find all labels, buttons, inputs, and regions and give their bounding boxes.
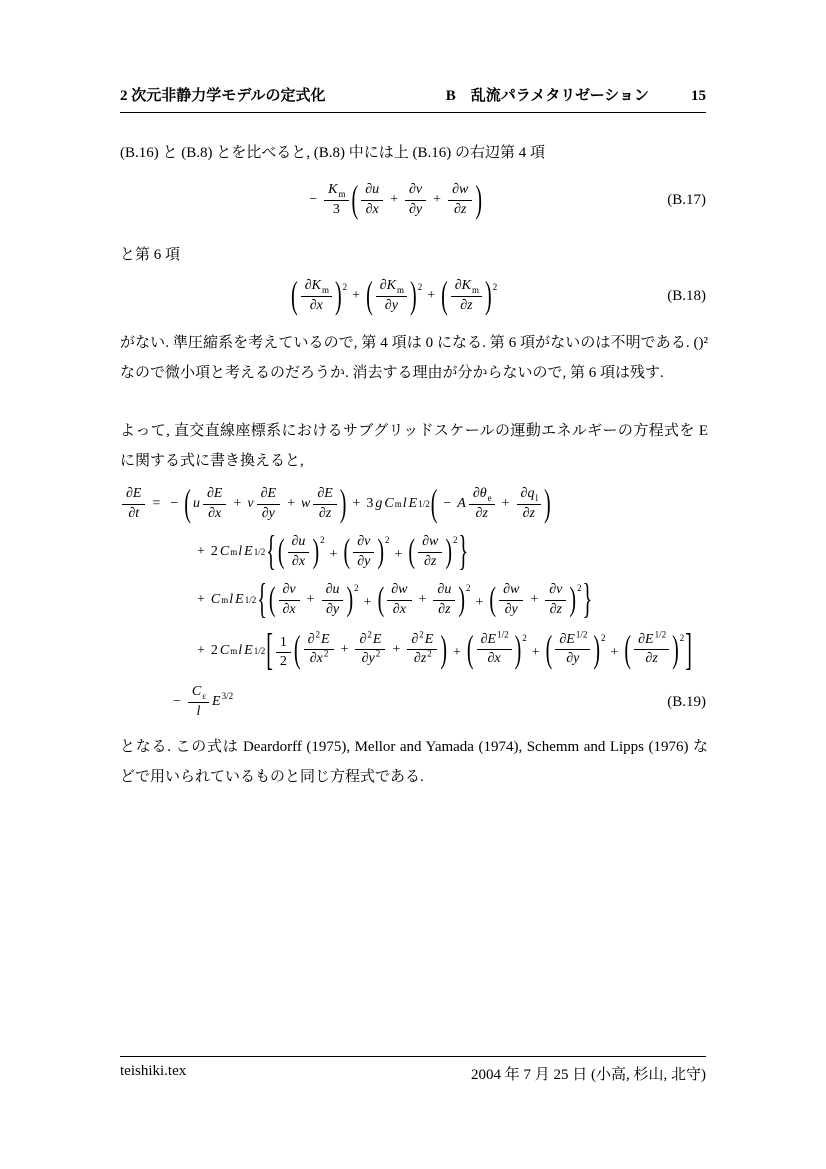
equation-b17-math: − $\frac{K_m}{3}$ ( $\frac{\partial u}{\partial x}$ + $\frac{\partial v}{\partial y}$ + $\frac{\partial w}{\partial z}$ ) <box>309 179 482 221</box>
equation-b19-line-5-math: − $\frac{C_\varepsilon}{l}$ $E^{3/2}$ <box>173 684 234 719</box>
equation-b19-line-4: + 2 C m l E 1/2 [ $\frac{1}{2}$ ( $\frac{\partial^2E}{\partial x^2}$ + $\frac{\partial^2E}{\partial y^2}$ + $\frac{\partial^2E}{\partial z^2}$ ) + ( $\frac{\partial E^{1/2}}{\partial x}$ ) $^2$+ ( $\frac{\partial E^{1/2}}{\partial y}$ ) $^2$+ ( $\frac{\partial E^{1/2}}{\partial z}$ ) $^2$ ] <box>197 626 692 676</box>
paragraph-transition: よって, 直交直線座標系におけるサブグリッドスケールの運動エネルギーの方程式を E に関する式に書き換えると, <box>120 423 708 469</box>
page-header <box>120 84 706 113</box>
paragraph-conclusion: となる. この式は Deardorff (1975), Mellor and Yamada (1974), Schemm and Lipps (1976) などで用いられているものと同じ方程式である. <box>120 739 708 785</box>
header-section-title: B 乱流パラメタリゼーション <box>445 88 649 104</box>
equation-b19-line-3: + C m l E 1/2 { ( $\frac{\partial v}{\partial x}$ + $\frac{\partial u}{\partial y}$ ) $^2$+ ( $\frac{\partial w}{\partial x}$ + $\frac{\partial u}{\partial z}$ ) $^2$+ ( $\frac{\partial w}{\partial y}$ + $\frac{\partial v}{\partial z}$ ) $^2$ } <box>197 576 593 624</box>
paragraph-discussion: がない. 準圧縮系を考えているので, 第 4 項は 0 になる. 第 6 項がないのは不明である. ()² なので微小項と考えるのだろうか. 消去する理由が分からないので, 第 6 項は残す. <box>120 335 708 381</box>
page-footer <box>120 1056 706 1084</box>
footer-filename: teishiki.tex <box>120 1063 187 1079</box>
equation-b17-label: (B.17) <box>667 191 706 208</box>
footer-date-authors: 2004 年 7 月 25 日 (小高, 杉山, 北守) <box>471 1067 706 1083</box>
equation-b19-line-5 <box>120 678 706 726</box>
equation-b18-math: ( $\frac{\partial K_m}{\partial x}$ ) $^2$ + ( $\frac{\partial K_m}{\partial y}$ ) $^2$ + ( $\frac{\partial K_m}{\partial z}$ ) $^2$ <box>291 275 498 317</box>
equation-b19-line-2: + 2 C m l E 1/2 { ( $\frac{\partial u}{\partial x}$ ) $^2$+ ( $\frac{\partial v}{\partial y}$ ) $^2$+ ( $\frac{\partial w}{\partial z}$ ) $^2$ } <box>197 528 469 576</box>
equation-b18 <box>120 264 706 328</box>
paragraph-intro: (B.16) と (B.8) とを比べると, (B.8) 中には上 (B.16) の右辺第 4 項 <box>120 145 545 161</box>
equation-b17 <box>120 172 706 228</box>
paragraph-sixth-term: と第 6 項 <box>120 247 181 263</box>
header-left-title: 2 次元非静力学モデルの定式化 <box>120 88 326 104</box>
page-number: 15 <box>691 88 706 104</box>
equation-b19-line-1: $\frac{\partial E}{\partial t}$ = − ( u $\frac{\partial E}{\partial x}$ + v $\frac{\partial E}{\partial y}$ + w $\frac{\partial E}{\partial z}$ ) + 3 g C m l E 1/2 ( − A $\frac{\partial\theta_e}{\partial z}$ + $\frac{\partial q_l}{\partial z}$ ) <box>120 480 706 528</box>
equation-b19 <box>120 480 706 726</box>
equation-b19-label: (B.19) <box>667 693 706 710</box>
equation-b18-label: (B.18) <box>667 287 706 304</box>
